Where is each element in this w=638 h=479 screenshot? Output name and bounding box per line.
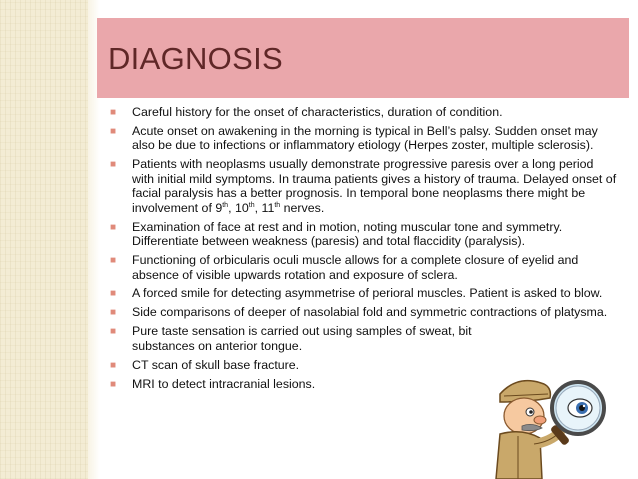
- bullet-text: Examination of face at rest and in motion, noting muscular tone and symmetry. Differentiate between weakness (paresis) and total flaccidity (paralysis).: [132, 219, 563, 249]
- detective-magnifying-glass-icon: [478, 372, 638, 479]
- bullet-item: [108, 124, 618, 153]
- bullet-list-container: [108, 105, 618, 395]
- bullet-text: MRI to detect intracranial lesions.: [132, 376, 316, 391]
- bullet-icon: ■: [110, 378, 117, 390]
- bullet-text: Side comparisons of deeper of nasolabial fold and symmetric contractions of platysma.: [132, 305, 608, 320]
- bullet-item: [108, 253, 618, 282]
- bullet-item: [108, 324, 618, 353]
- bullet-item: [108, 220, 618, 249]
- decorative-left-strip: [0, 0, 88, 479]
- bullet-item: [108, 358, 618, 373]
- title-bar: [97, 18, 629, 98]
- bullet-list: [108, 105, 618, 391]
- bullet-text: Patients with neoplasms usually demonstrate progressive paresis over a long period with initial mild symptoms. In trauma patients gives a history of trauma. Delayed onset of facial paralysis has a better prognosis. In temporal bone neoplasms there might be involvement of 9th, 10th, 11th nerves.: [132, 157, 617, 215]
- bullet-icon: ■: [110, 125, 117, 137]
- bullet-text: Functioning of orbicularis oculi muscle allows for a complete closure of eyelid and absence of visible upwards rotation and exposure of sclera.: [132, 253, 579, 282]
- bullet-text: CT scan of skull base fracture.: [132, 357, 300, 372]
- bullet-item: [108, 157, 618, 215]
- bullet-item: [108, 305, 618, 320]
- bullet-icon: ■: [110, 221, 117, 233]
- bullet-icon: ■: [110, 288, 117, 300]
- bullet-icon: ■: [110, 326, 117, 338]
- bullet-text: Acute onset on awakening in the morning is typical in Bell’s palsy. Sudden onset may also be due to infections or inflammatory etiology (Herpes zoster, multiple sclerosis).: [132, 123, 598, 153]
- bullet-icon: ■: [110, 255, 117, 267]
- slide-title: DIAGNOSIS: [108, 41, 283, 76]
- bullet-text: Pure taste sensation is carried out using samples of sweat, bit substances on anterior tongue.: [132, 324, 472, 353]
- bullet-item: [108, 105, 618, 120]
- bullet-item: [108, 286, 618, 301]
- bullet-icon: ■: [110, 359, 117, 371]
- bullet-icon: ■: [110, 159, 117, 171]
- bullet-text: A forced smile for detecting asymmetrise of perioral muscles. Patient is asked to blow.: [132, 286, 603, 301]
- bullet-icon: ■: [110, 107, 117, 118]
- bullet-text: Careful history for the onset of characteristics, duration of condition.: [132, 105, 503, 119]
- bullet-icon: ■: [110, 307, 117, 319]
